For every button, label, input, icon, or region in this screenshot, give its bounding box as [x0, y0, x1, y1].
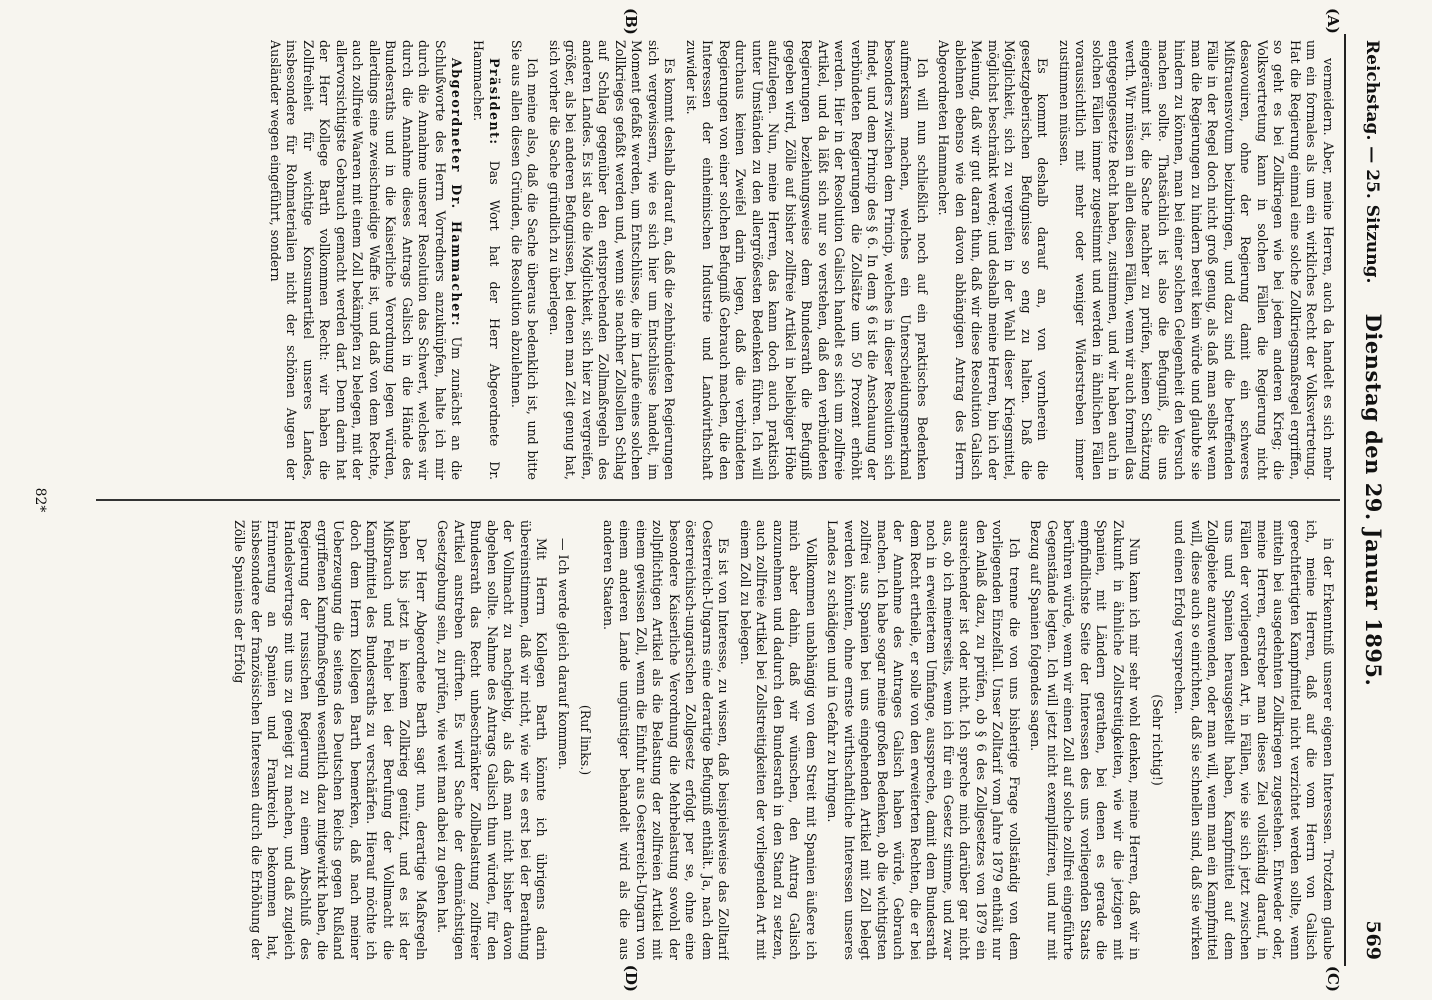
paragraph: — Ich werde gleich darauf kommen. — [556, 538, 571, 770]
paragraph: in der Erkenntniß unserer eigenen Interessen. Trotzdem glaube ich, meine Herren, daß auf die vom Herrn von Galisch gerechtfertigten Kampfmittel nicht verzichtet werden sollte, wenn mitteln bei ausgedehnten Zollkriegen zugestehen. Entweder oder, meine Herren, erstreber man dieses Ziel vollständig darauf, in Fällen der vorliegenden Art, in Fällen, wie sie sich jetzt zwischen uns und Spanien herausgestellt haben, Kampfmittel auf dem Zollgebiete anzuwenden, oder man will, wenn man ein Kampfmittel will, diese auch so einrichten, daß sie schnellen sind, daß sie wirken und einen Erfolg versprechen. — [1172, 520, 1336, 960]
speaker-paragraph — [470, 40, 503, 480]
paragraph: Ich will nun schließlich noch auf ein praktisches Bedenken aufmerksam machen, welches ein Unterscheidungsmerkmal besonders zwischen dem Princip, welches in dieser Resolution sich findet, und dem Princip des § 6. In dem § 6 ist die Anschauung der verbündeten Regierungen die Zollsätze um 50 Prozent erhöht werden. Hier in der Resolution Galisch handelt es sich um zollfreie Artikel, und da läßt sich nur so verstehen, daß den verbündeten Regierungen beziehungsweise dem Bundesrath die Befugniß gegeben wird, Zölle auf bisher zollfreie Artikel in beliebiger Höhe aufzulegen. Nun, meine Herren, das kann doch auch praktisch unter Umständen zu den allergrößesten Bedenken führen. Ich will durchaus keinen Zweifel darin legen, daß die verbündeten Regierungen von einer solchen Befugniß Gebrauch machen, die den Interessen der einheimischen Industrie und Landwirthschaft zuwider ist. — [684, 40, 930, 480]
signature-mark: 82* — [32, 487, 48, 513]
page-number: 569 — [1362, 920, 1384, 960]
column-divider — [96, 499, 1340, 501]
margin-marker-b: (B) — [622, 8, 640, 35]
speaker-name: Präsident: — [487, 58, 503, 146]
speaker-text: Um zunächst an die Schlußworte des Herrn Vorredners anzuknüpfen, halte ich mir durch die Annahme unserer Resolution das Schwert, welches wir durch die Annahme dieses Antrags Galisch in die Hände des Bundesraths und in die Kaiserliche Verordnung legen würden, allerdings eine zweischneidige Waffe ist, und daß von dem Rechte, auch zollfreie Waaren mit einem Zoll bekämpfen zu belegen, mit der allervorsichtigste Gebrauch gemacht werden darf. Denn darin hat der Herr Kollege Barth vollkommen Recht: wir haben die Zollfreiheit für wichtige Konsumartikel unseres Landes, insbesondere für Rohmaterialien nicht der schönen Augen der Ausländer wegen eingeführt, sondern — [268, 40, 465, 480]
left-column — [92, 40, 1336, 480]
header-rule — [1344, 34, 1346, 966]
paragraph: Mit Herrn Kollegen Barth könnte ich übrigens darin übereinstimmen, daß wir nicht, wie wir es erst bei der Berathung der Vollmacht zu nachgiebig, als daß man nicht bisher davon abgehen sollte. Nahme des Antrags Galisch thun würden, für den Bundesrath das Recht unbeschränkter Zollbelastung zollfreier Artikel anstreben dürften. Es wird Sache der demnächstigen Gesetzgebung sein, zu prüfen, wie weit man dabei zu gehen hat. — [435, 520, 550, 960]
paragraph: Vollkommen unabhängig von dem Streit mit Spanien äußere ich mich aber dahin, daß wir wünschen, den Antrag Galisch anzunehmen und dadurch den Bundesrath in den Stand zu setzen, auch zollfreie Artikel bei Zollstreitigkeiten der vorliegenden Art mit einem Zoll zu belegen. — [738, 520, 819, 960]
speaker-paragraph — [267, 40, 465, 480]
speaker-name: Abgeordneter Dr. Hammacher: — [449, 58, 465, 328]
speaker-text: Das Wort hat der Herr Abgeordnete Dr. Hammacher. — [471, 40, 503, 480]
header-date: Dienstag den 29. Januar 1895. — [1361, 313, 1386, 687]
header-session: Reichstag. — 25. Sitzung. — [1362, 40, 1382, 284]
paragraph: Nun kann ich mir sehr wohl denken, meine Herren, daß wir in Zukunft in ähnliche Zollstreitigkeiten, wie wir die jetzigen mit Spanien, mit Ländern gerathen, bei denen es gerade die empfindlichste Seite der Interessen des uns vorliegenden Staats berühren würde, wenn wir einen Zoll auf solche zollfrei eingeführte Gegenstände legten. Ich will jetzt nicht exemplifiziren, und nur mit Bezug auf Spanien folgendes sagen. — [1028, 520, 1143, 960]
paragraph: Ich meine also, daß die Sache überaus bedenklich ist, und bitte Sie aus allen diesen Gründen, die Resolution abzulehnen. — [509, 40, 541, 480]
paragraph: Ich trenne die von uns bisherige Frage vollständig von dem vorliegenden Einzelfall. Unser Zolltarif vom Jahre 1879 enthält nur den Anlaß dazu, zu prüfen, ob § 6 des Zollgesetzes von 1879 ein ausreichender ist oder nicht. Ich spreche mich darüber gar nicht aus, ob ich meinerseits, wenn ich für ein Gesetz stimme, und zwar noch in erweitertem Umfange, ausspreche, damit dem Bundesrath dem Recht ertheile, er solle von den erweiterten Rechten, die er bei der Annahme des Antrages Galisch haben würde, Gebrauch machen. Ich habe sogar meine großen Bedenken, ob die wichtigsten zollfrei aus Spanien bei uns eingehenden Artikel mit Zoll belegt werden könnten, ohne ernste wirthschaftliche Interessen unseres Landes zu schädigen und in Gefahr zu bringen. — [825, 520, 1022, 960]
margin-marker-d: (D) — [622, 964, 640, 992]
interjection: (Ruf links.) — [578, 704, 594, 776]
paragraph: Der Herr Abgeordnete Barth sagt nun, derartige Maßregeln haben bis jetzt in keinem Zollkrieg genützt, und es ist der Mißbrauch und Fehler bei der Berufung der Vollmacht die Kampfmittel des Bundesraths zu verschärfen. Hierauf möchte ich doch dem Herrn Kollegen Barth bemerken, daß nach meiner Ueberzeugung die seitens des Deutschen Reichs gegen Rußland ergriffenen Kampfmaßregeln wesentlich dazu mitgewirkt haben, die Regierung der russischen Regierung zu einem Abschluß des Handelsvertrags mit uns zu geneigt zu machen, und daß zugleich Erinnerung an Spanien und Frankreich bekommen hat, insbesondere der französischen Interessen durch die Erhöhung der Zölle Spaniens der Erfolg — [232, 520, 429, 960]
margin-marker-a: (A) — [1324, 8, 1342, 34]
interjection: (Sehr richtig!) — [1150, 694, 1165, 786]
paragraph: Es ist von Interesse, zu wissen, daß beispielsweise das Zolltarif Oesterreich-Ungarns eine derartige Befugniß enthält. Ja, nach dem österreichisch-ungarischen Zollgesetz erfolgt per se, ohne eine besondere Kaiserliche Verordnung die Mehrbelastung sowohl der zollpflichtigen Artikel als die Belastung der zollfreien Artikel mit einem gewissen Zoll, wenn die Einfuhr aus Oesterreich-Ungarn von einem anderen Lande ungünstiger behandelt wird als die aus anderen Staaten. — [601, 520, 732, 960]
page-header — [1350, 34, 1396, 966]
margin-marker-c: (C) — [1324, 965, 1342, 992]
paragraph: vermeidern. Aber, meine Herren, auch da handelt es sich mehr um ein formales als um ein wirkliches Recht der Volksvertretung. Hat die Regierung einmal eine solche Zollkriegsmaßregel ergriffen, so geht es bei Zollkriegen wie bei jedem anderen Krieg; die Volksvertretung kann in solchen Fällen die Regierung nicht desavouiren, ohne der Regierung damit ein schweres Mißtrauensvotum beizubringen, und dazu sind die betreffenden Fälle in der Regel doch nicht groß genug, als daß man selbst wenn man die Regierungen zu hindern bereit kein würde und glaubte sie hindern zu können, man bei einer solchen Gelegenheit den Versuch machen sollte. Thatsächlich ist also die Befugniß, die uns eingeräumt ist, die Sache nachher zu prüfen, keinen Schätzung werth. Wir müssen in allen diesen Fällen, wenn wir auch formell das entgegengesetzte Recht haben, zustimmen, und wir haben auch in solchen Fällen immer zugestimmt und werden in ähnlichen Fällen voraussichtlich mit mehr oder weniger Widerstreben immer zustimmen müssen. — [1057, 40, 1336, 480]
paragraph: Es kommt deshalb darauf an, daß die zehnbündeten Regierungen sich vergewissern, wie es sich hier um Entschlüsse handelt, im Moment gefaßt werden, um Entschlüsse, die im Laufe eines solchen Zollkrieges gefaßt werden und, wenn sie nachher Zollsollen Schlag auf Schlag gegenüber den entsprechenden Zollmaßregeln des anderen Landes. Es ist also die Möglichkeit, sich hier zu vergreifen, größer, als bei anderen Befugnissen, bei denen man Zeit genug hat, sich vorher die Sache gründlich zu überlegen. — [547, 40, 678, 480]
right-column — [92, 520, 1336, 960]
paragraph: Es kommt deshalb darauf an, von vornherein die gesetzgeberischen Befugnisse so eng zu halten. Daß die Möglichkeit, sich zu vergreifen in der Wahl dieser Kriegsmittel, möglichst beschränkt werde; und deshalb meine Herren, bin ich der Meinung, daß wir gut daran thun, daß wir diese Resolution Galisch ablehnen ebenso wie den davon abhängigen Antrag des Herrn Abgeordneten Hammacher. — [936, 40, 1051, 480]
